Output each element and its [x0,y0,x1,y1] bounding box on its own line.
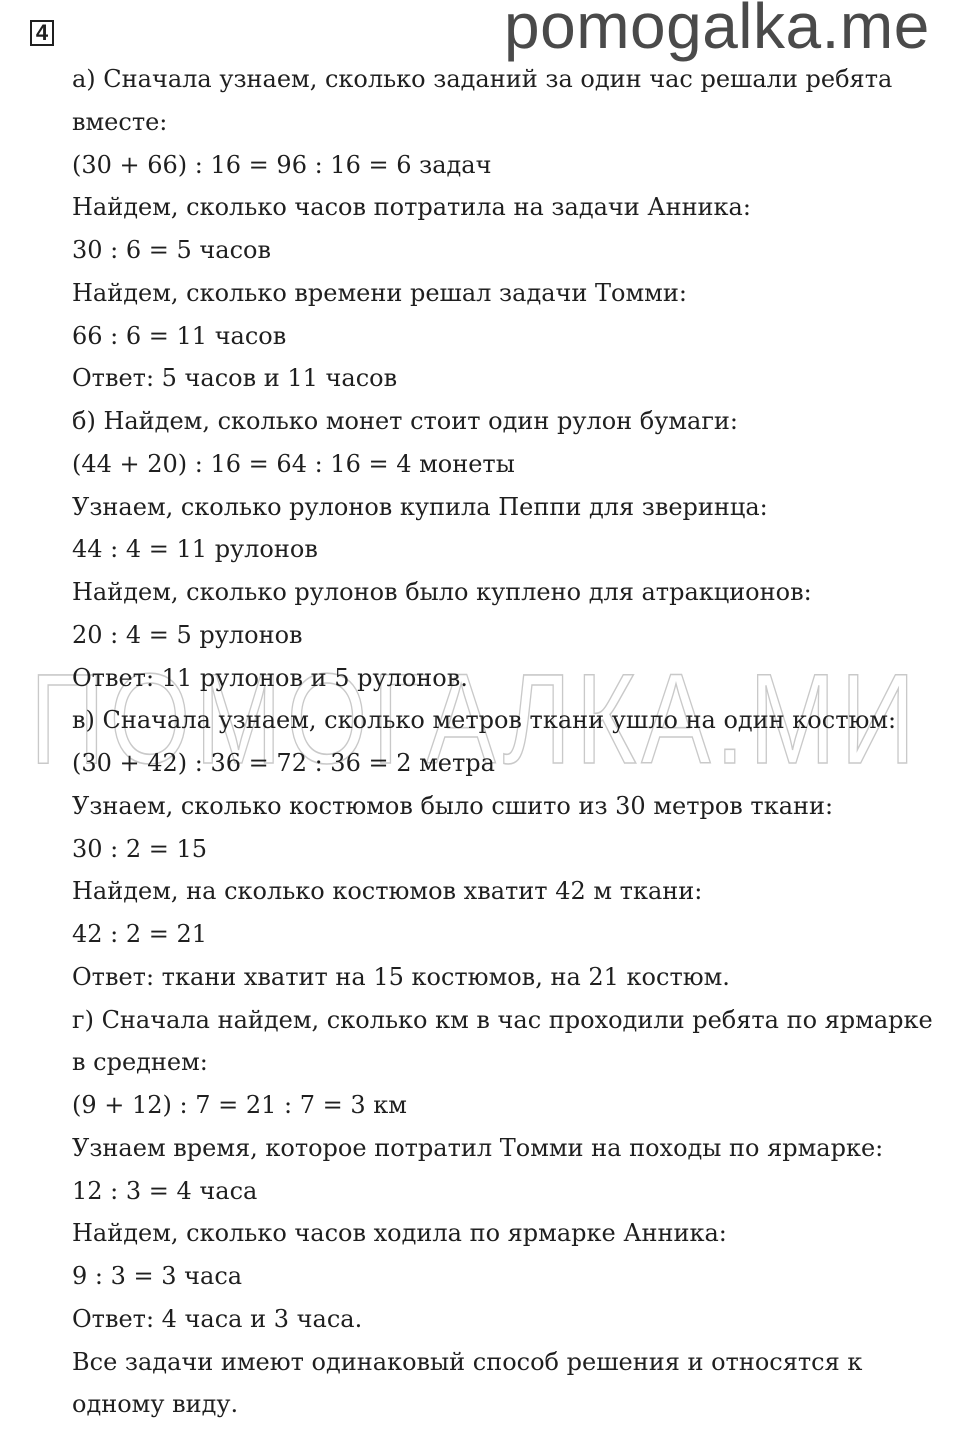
solution-line: Узнаем, сколько костюмов было сшито из 30 метров ткани: [72,791,834,820]
solution-line: Найдем, сколько рулонов было куплено для атракционов: [72,578,812,606]
solution-line: (30 + 42) : 36 = 72 : 36 = 2 метра [72,749,495,777]
solution-line: 30 : 6 = 5 часов [72,236,271,264]
solution-line: 42 : 2 = 21 [72,920,208,948]
solution-line: Ответ: 5 часов и 11 часов [72,364,398,393]
solution-line: Ответ: 11 рулонов и 5 рулонов. [72,663,468,692]
solution-line: 44 : 4 = 11 рулонов [72,535,318,564]
solution-line: Все задачи имеют одинаковый способ решения и относятся к [72,1347,863,1376]
solution-line: Найдем, сколько часов потратила на задачи Анника: [72,193,751,222]
solution-line: а) Сначала узнаем, сколько заданий за один час решали ребята [72,65,893,93]
task-number-badge: 4 [30,20,54,46]
solution-line: 66 : 6 = 11 часов [72,321,287,350]
solution-line: (44 + 20) : 16 = 64 : 16 = 4 монеты [72,449,515,478]
solution-line: Узнаем, сколько рулонов купила Пеппи для зверинца: [72,492,768,521]
solution-line: б) Найдем, сколько монет стоит один рулон бумаги: [72,407,739,435]
solution-line: в) Сначала узнаем, сколько метров ткани ушло на один костюм: [72,706,897,735]
solution-line: Ответ: 4 часа и 3 часа. [72,1304,363,1333]
solution-line: 9 : 3 = 3 часа [72,1262,243,1290]
solution-line: Найдем, сколько часов ходила по ярмарке Анника: [72,1219,727,1248]
solution-line: 12 : 3 = 4 часа [72,1176,258,1205]
solution-line: Найдем, сколько времени решал задачи Томми: [72,278,687,307]
solution-line: (9 + 12) : 7 = 21 : 7 = 3 км [72,1091,407,1119]
solution-line: вместе: [72,107,168,136]
solution-line: в среднем: [72,1048,208,1077]
solution-line: Ответ: ткани хватит на 15 костюмов, на 21 костюм. [72,962,730,991]
solution-text [72,58,933,1426]
solution-line: (30 + 66) : 16 = 96 : 16 = 6 задач [72,150,492,179]
solution-line: Узнаем время, которое потратил Томми на походы по ярмарке: [72,1133,884,1162]
site-logo: pomogalka.me [504,0,930,62]
solution-line: одному виду. [72,1390,239,1419]
solution-line: г) Сначала найдем, сколько км в час проходили ребята по ярмарке [72,1005,933,1034]
solution-line: 20 : 4 = 5 рулонов [72,620,303,649]
watermark-text: ПОМОГАЛКА.МИ [30,655,920,775]
solution-line: Найдем, на сколько костюмов хватит 42 м ткани: [72,877,703,906]
solution-line: 30 : 2 = 15 [72,834,208,863]
